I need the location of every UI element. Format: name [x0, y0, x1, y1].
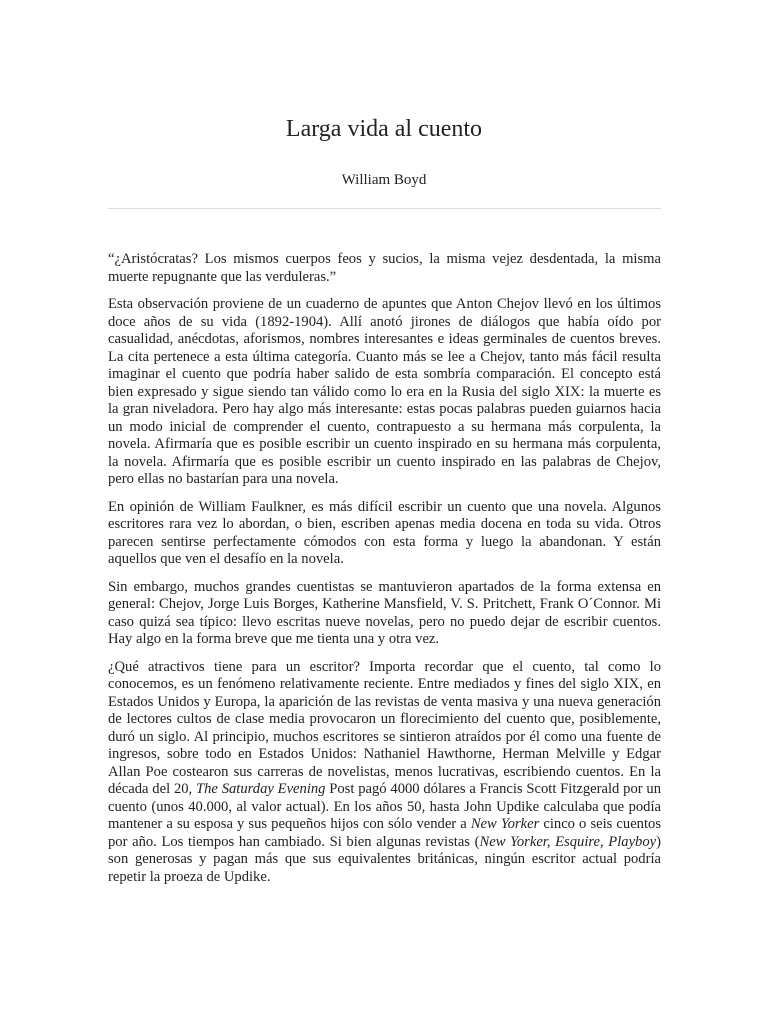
- title-divider: [108, 208, 661, 209]
- paragraph-5-italic-1: The Saturday Evening: [196, 781, 326, 797]
- paragraph-2: Esta observación proviene de un cuaderno de apuntes que Anton Chejov llevó en los últimos doce años de su vida (1892-1904). Allí anotó jirones de diálogos que había oído por casualidad, anécdotas, aforismos, nombres interesantes e ideas germinales de cuentos breves. La cita pertenece a esta última categoría. Cuanto más se lee a Chejov, tanto más fácil resulta imaginar el cuento que podría haber salido de esta sombría comparación. El concepto está bien expresado y sigue siendo tan válido como lo era en la Rusia del siglo XIX: la muerte es la gran niveladora. Pero hay algo más interesante: estas pocas palabras pueden guiarnos hacia un modo inicial de comprender el cuento, contrapuesto a su hermana más corpulenta, la novela. Afirmaría que es posible escribir un cuento inspirado en su hermana más corpulenta, la novela. Afirmaría que es posible escribir un cuento inspirado en las palabras de Chejov, pero ellas no bastarían para una novela.: [108, 296, 661, 487]
- paragraph-4: Sin embargo, muchos grandes cuentistas se mantuvieron apartados de la forma extensa en general: Chejov, Jorge Luis Borges, Katherine Mansfield, V. S. Pritchett, Frank O´Connor. Mi caso quizá sea típico: llevo escritas nueve novelas, pero no puedo dejar de escribir cuentos. Hay algo en la forma breve que me tienta una y otra vez.: [108, 578, 661, 647]
- paragraph-5-italic-3: New Yorker, Esquire, Playboy: [479, 833, 657, 850]
- document-title: Larga vida al cuento: [285, 116, 483, 142]
- paragraph-5-text-1: ¿Qué atractivos tiene para un escritor? Importa recordar que el cuento, tal como lo conocemos, es un fenómeno relativamente reciente. Entre mediados y fines del siglo XIX, en Estados Unidos y Europa, la aparición de las revistas de venta masiva y una nueva generación de lectores cultos de clase media provocaron un florecimiento del cuento que, posiblemente, duró un siglo. Al principio, muchos escritores se sintieron atraídos por él como una fuente de ingresos, sobre todo en Estados Unidos: Nathaniel Hawthorne, Herman Melville y Edgar Allan Poe costearon sus carreras de novelistas, menos lucrativas, escribiendo cuentos. En la década del 20,: [108, 658, 661, 797]
- paragraph-5-text-3: cinco o seis cuentos por año. Los tiempos han cambiado. Si bien algunas revistas (: [108, 816, 662, 850]
- author-name: William Boyd: [341, 172, 427, 188]
- paragraph-5-italic-2: New Yorker: [470, 816, 540, 832]
- paragraph-5: [108, 659, 661, 887]
- paragraph-3: En opinión de William Faulkner, es más difícil escribir un cuento que una novela. Algunos escritores rara vez lo abordan, o bien, escriben apenas media docena en toda su vida. Otros parecen sentirse perfectamente cómodos con esta forma y luego la abandonan. Y están aquellos que ven el desafío en la novela.: [108, 498, 661, 567]
- paragraph-5-text-2: Post pagó 4000 dólares a Francis Scott Fitzgerald por un cuento (unos 40.000, al valor actual). En los años 50, hasta John Updike calculaba que podía mantener a su esposa y sus pequeños hijos con sólo vender a: [108, 781, 662, 832]
- article-body: [108, 251, 661, 896]
- paragraph-5-text-4: ) son generosas y pagan más que sus equivalentes británicas, ningún escritor actual podría repetir la proeza de Updike.: [108, 833, 661, 885]
- paragraph-quote: “¿Aristócratas? Los mismos cuerpos feos y sucios, la misma vejez desdentada, la misma muerte repugnante que las verduleras.”: [108, 251, 661, 285]
